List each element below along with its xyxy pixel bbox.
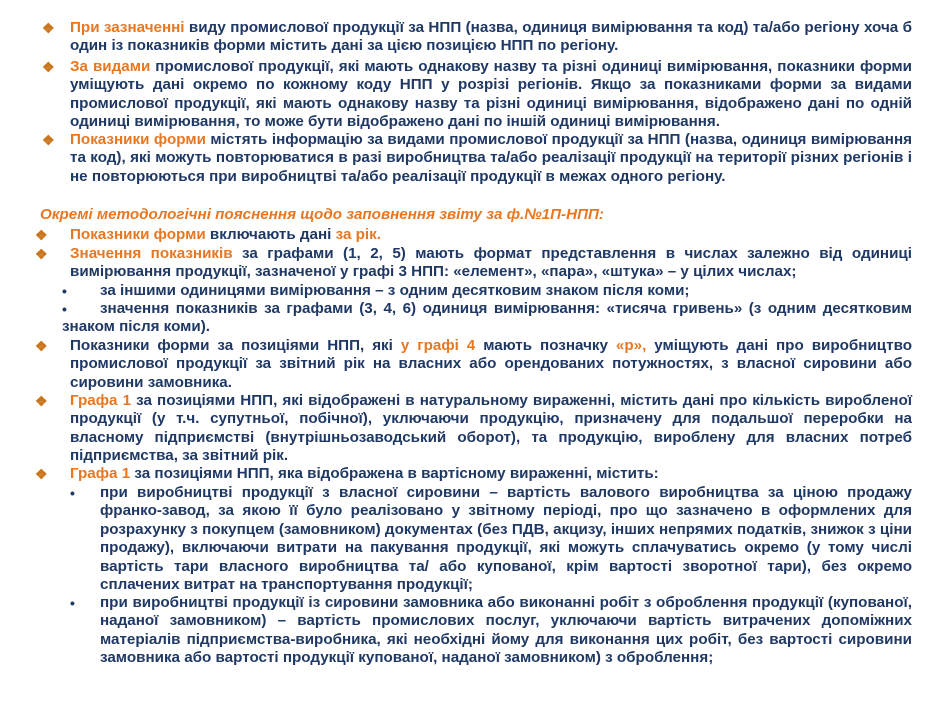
round-bullet-icon: •	[62, 301, 67, 317]
body-text: містять інформацію за видами промислової продукції за НПП (назва, одиниця вимірювання та код), які можуть повторюватися в разі виробництва та/або реалізації продукції на території різних регіонів і не повторюються при виробництві та/або реалізації продукції в межах одного регіону.	[70, 131, 912, 185]
diamond-bullet-icon: ❖	[42, 20, 55, 36]
highlight-text: За видами	[70, 58, 151, 75]
sub-item-2	[62, 300, 912, 337]
diamond-bullet-icon: ❖	[35, 227, 48, 243]
paragraph-1	[42, 19, 912, 56]
highlight-text: Показники форми	[70, 226, 206, 243]
sub-item-4	[70, 594, 912, 668]
paragraph-3	[42, 131, 912, 186]
body-text: при виробництві продукції з власної сировини – вартість валового виробництва за ціною продажу франко-завод, за якою її було реалізовано у звітному періоді, про що зазначено в оформлених для розрахунку з покупцем (замовником) документах (без ПДВ, акцизу, інших непрямих податків, знижок з ціни продажу), включаючи витрати на пакування продукції, які можуть сплачуватись окремо (у тому числі вартість тари власного виробництва та/ або купованої, крім вартості зворотної тари), без окремо сплачених витрат на транспортування продукції;	[100, 484, 912, 594]
body-text: за графами (1, 2, 5) мають формат представлення в числах залежно від одиниці вимірювання продукції, зазначеної у графі 3 НПП: «елемент», «пара», «штука» – у цілих числах;	[70, 245, 912, 281]
diamond-bullet-icon: ❖	[35, 338, 48, 354]
list-item-1	[35, 226, 912, 244]
diamond-bullet-icon: ❖	[35, 393, 48, 409]
body-text: значення показників за графами (3, 4, 6) одиниця вимірювання: «тисяча гривень» (з одним десятковим знаком після коми).	[62, 300, 912, 336]
highlight-text: «р»,	[615, 337, 647, 354]
body-text: за іншими одиницями вимірювання – з одним десятковим знаком після коми;	[100, 282, 690, 299]
list-item-3	[35, 337, 912, 392]
body-text: при виробництві продукції із сировини замовника або виконанні робіт з оброблення продукції (купованої, наданої замовником) – вартість промислових послуг, уключаючи вартість витрачених допоміжних матеріалів підприємства-виробника, які необхідні йому для виконання цих робіт, без вартості сировини замовника або вартості продукції купованої, наданої замовником) з оброблення;	[100, 594, 912, 667]
list-item-4	[35, 392, 912, 466]
highlight-text: Графа 1	[70, 465, 131, 482]
body-text: включають дані	[205, 226, 336, 243]
round-bullet-icon: •	[70, 485, 75, 501]
round-bullet-icon: •	[62, 283, 67, 299]
section-heading: Окремі методологічні пояснення щодо заповнення звіту за ф.№1П-НПП:	[40, 206, 604, 223]
sub-item-3	[70, 484, 912, 594]
highlight-text: Графа 1	[70, 392, 132, 409]
body-text: уміщують дані про виробництво промислової продукції за звітний рік на власних або орендованих потужностях, з власної сировини або сировини замовника.	[70, 337, 912, 391]
body-text: виду промислової продукції за НПП (назва, одиниця вимірювання та код) та/або регіону хоча б один із показників форми містить дані за цією позицією НПП по регіону.	[70, 19, 912, 55]
diamond-bullet-icon: ❖	[42, 132, 55, 148]
list-item-2	[35, 245, 912, 282]
round-bullet-icon: •	[70, 595, 75, 611]
sub-item-1	[62, 282, 912, 300]
body-text: Показники форми за позиціями НПП, які	[70, 337, 401, 354]
diamond-bullet-icon: ❖	[35, 246, 48, 262]
body-text: за позиціями НПП, які відображені в натуральному вираженні, містить дані про кількість виробленої продукції (у т.ч. супутньої, побічної), уключаючи продукцію, призначену для подальшої переробки на власному підприємстві (внутрішньозаводський оборот), та продукцію, вироблену для власних потреб підприємства, за звітний рік.	[70, 392, 912, 465]
body-text: мають позначку	[475, 337, 616, 354]
body-text: за позиціями НПП, яка відображена в вартісному вираженні, містить:	[130, 465, 659, 482]
highlight-text: Значення показників	[70, 245, 233, 262]
list-item-5	[35, 465, 912, 483]
highlight-text: Показники форми	[70, 131, 206, 148]
highlight-text: за рік.	[335, 226, 381, 243]
diamond-bullet-icon: ❖	[42, 59, 55, 75]
highlight-text: При зазначенні	[70, 19, 185, 36]
highlight-text: у графі 4	[400, 337, 476, 354]
body-text: промислової продукції, які мають однакову назву та різні одиниці вимірювання, показники форми уміщують дані окремо по кожному коду НПП у розрізі регіонів. Якщо за показниками форми за видами промислової продукції, які мають однакову назву та різні одиниці вимірювання, відображено дані по одній одиниці вимірювання, то може бути відображено дані по іншій одиниці вимірювання.	[70, 58, 912, 131]
diamond-bullet-icon: ❖	[35, 466, 48, 482]
paragraph-2	[42, 58, 912, 132]
